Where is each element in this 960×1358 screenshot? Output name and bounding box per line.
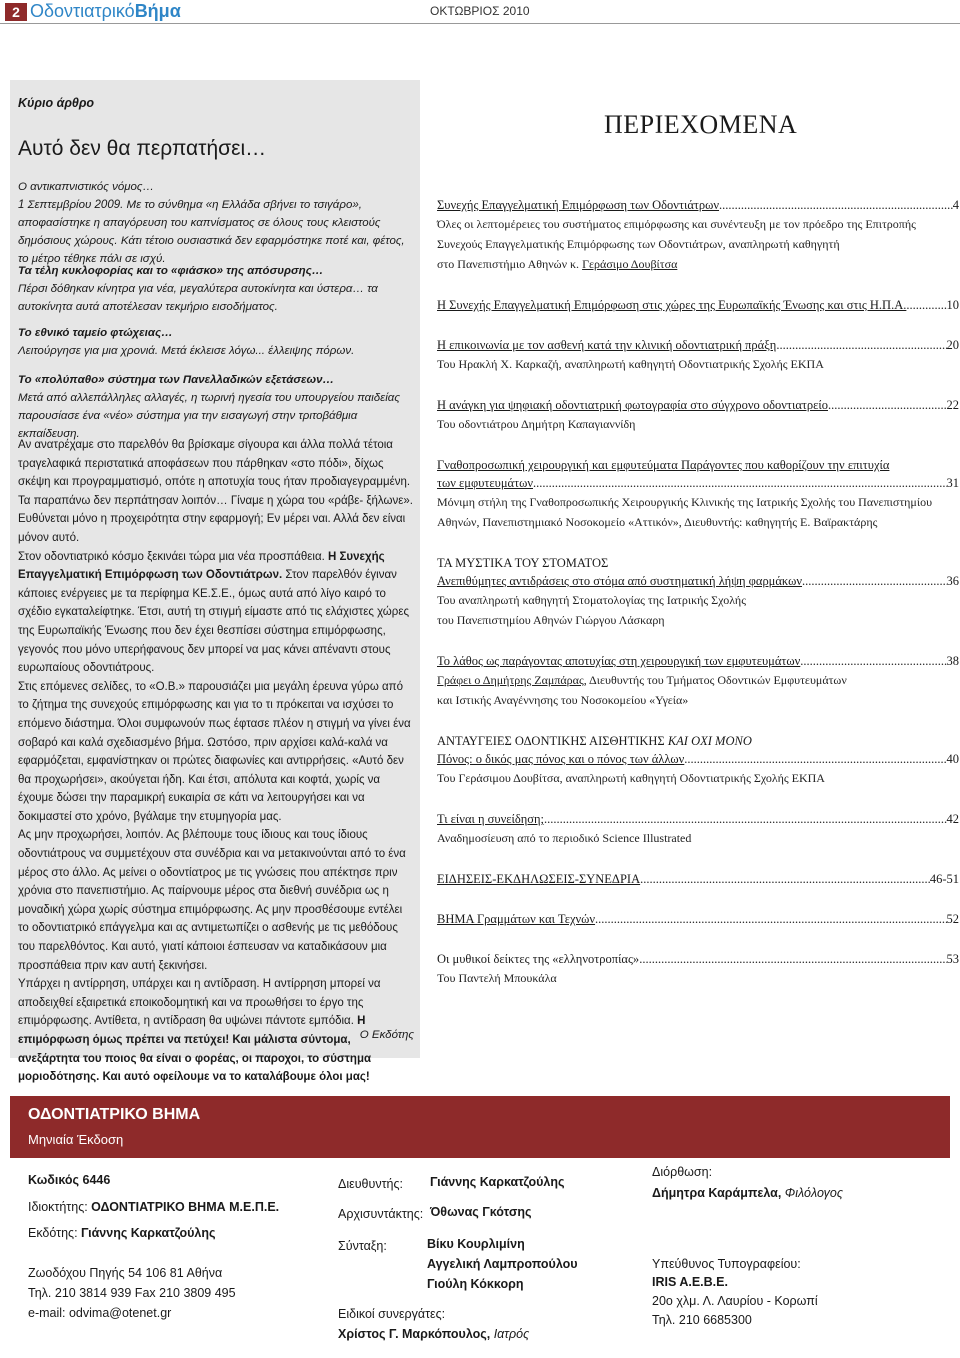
editorial-section-poverty-fund <box>18 324 414 360</box>
editorial-kicker: Κύριο άρθρο <box>18 96 95 110</box>
toc-entry[interactable] <box>437 951 959 987</box>
toc-entry-title[interactable]: των εμφυτευμάτων <box>437 476 533 490</box>
publisher-label: Εκδότης: <box>28 1226 82 1240</box>
toc-entry[interactable] <box>437 911 959 927</box>
proofreading-label: Διόρθωση: <box>652 1165 713 1179</box>
toc-title: ΠΕΡΙΕΧΟΜΕΝΑ <box>604 110 798 139</box>
editorial-box <box>10 80 420 1084</box>
section-body-cont: Κάτι τέτοιο ουσιαστικά δεν εφαρμόστηκε ποτέ και, φέτος, το μέτρο τέθηκε πάλι σε ισχύ. <box>18 235 405 265</box>
toc-entry-pretitle: Γναθοπροσωπική χειρουργική και εμφυτεύματα Παράγοντες που καθορίζουν την επιτυχία <box>437 458 890 472</box>
toc-entry-description: Του αναπληρωτή καθηγητή Στοματολογίας της Ιατρικής Σχολής <box>437 593 746 607</box>
masthead-title: ΟΔΟΝΤΙΑΤΡΙΚΟ ΒΗΜΑ <box>28 1106 201 1123</box>
paragraph: Αν ανατρέχαμε στο παρελθόν θα βρίσκαμε σίγουρα και άλλα πολλά τέτοια τραγελαφικά περιστατικά αποφάσεων που πάρθηκαν «στο πόδι», δίχως σκέψη και προγραμματισμό, οπότε η αποτυχία τους ήταν προδιαγεγραμμένη. <box>18 439 411 489</box>
masthead-owner <box>28 1199 279 1215</box>
toc-page-number: 53 <box>946 952 959 966</box>
printer-address: 20ο χλμ. Λ. Λαυρίου - Κορωπί <box>652 1294 818 1308</box>
magazine-logo <box>30 1 181 22</box>
owner-label: Ιδιοκτήτης: <box>28 1200 92 1214</box>
toc-entry-description <box>437 256 959 273</box>
toc-entry-description: Αναδημοσίευση από το περιοδικό Science Illustrated <box>437 831 692 845</box>
toc-entry[interactable] <box>437 555 959 629</box>
description-text: , Διευθυντής του Τμήματος Οδοντικών Εμφυτευμάτων <box>583 673 847 687</box>
writing-label: Σύνταξη: <box>338 1239 387 1253</box>
toc-entry[interactable] <box>437 457 959 531</box>
toc-entry-description: Μόνιμη στήλη της Γναθοπροσωπικής Χειρουργικής Κλινικής της Ιατρικής Σχολής του Πανεπιστημίου <box>437 495 933 509</box>
masthead-phones: Τηλ. 210 3814 939 Fax 210 3809 495 <box>28 1286 236 1300</box>
masthead-subtitle: Μηνιαία Έκδοση <box>28 1132 124 1147</box>
masthead-publisher <box>28 1225 216 1241</box>
paragraph-text: Στον οδοντιατρικό κόσμο ξεκινάει τώρα μια νέα προσπάθεια. <box>18 550 325 563</box>
editorial-signature: Ο Εκδότης <box>359 1029 414 1041</box>
toc-page-number: 20 <box>946 338 959 352</box>
paragraph-text: Στον παρελθόν έγιναν κάποιες ενέργειες με τα περίφημα ΚΕ.Σ.Ε., όμως αυτά από λίγο καιρό το σχέδιο εγκαταλείφτηκε. Έτσι, αυτή τη στιγμή είμαστε από τις ελάχιστες χώρες της Ευρωπαϊκής Ένωσης που δεν έχει θεσπίσει σύστημα επιμόρφωσης, γεγονός που μόνο υπερήφανους δεν μπορεί να μας κάνει απέναντι στους ευρωπαίους οδοντιάτρους. <box>18 569 409 675</box>
toc-entry-description: Συνεχούς Επαγγελματικής Επιμόρφωσης των Οδοντιάτρων, αναπληρωτή καθηγητή <box>437 237 840 251</box>
editorial-body <box>18 436 414 1087</box>
toc-entry-title[interactable]: Η ανάγκη για ψηφιακή οδοντιατρική φωτογραφία στο σύγχρονο οδοντιατρείο <box>437 398 828 412</box>
editorial-section-road-tax <box>18 262 414 316</box>
toc-entry-title[interactable]: Πόνος: ο δικός μας πόνος και ο πόνος των άλλων <box>437 752 685 766</box>
description-text: στο Πανεπιστήμιο Αθηνών κ. <box>437 257 583 271</box>
paragraph-bold: Η Συνεχής Επαγγελματική Επιμόρφωση των Οδοντιάτρων. <box>18 550 385 582</box>
issue-date: ΟΚΤΩΒΡΙΟΣ 2010 <box>430 4 530 18</box>
pretitle-text: ΑΝΤΑΥΓΕΙΕΣ ΟΔΟΝΤΙΚΗΣ ΑΙΣΘΗΤΙΚΗΣ <box>437 734 668 748</box>
toc-entry-title[interactable]: Το λάθος ως παράγοντας αποτυχίας στη χειρουργική των εμφυτευμάτων <box>437 654 801 668</box>
toc-entry-title[interactable]: Ανεπιθύμητες αντιδράσεις στο στόμα από συστηματική λήψη φαρμάκων <box>437 574 803 588</box>
proofreader-role: Φιλόλογος <box>781 1186 843 1200</box>
paragraph-bold: Η επιμόρφωση όμως πρέπει να πετύχει! Και μάλιστα σύντομα, ανεξάρτητα του ποιος θα είναι ο φορέας, οι παροχοι, το σύστημα μοριοδότησης. Και αυτό οφείλουμε να το καταλάβουμε όλοι μας! <box>18 1015 372 1084</box>
chief-editor-value: Όθωνας Γκότσης <box>430 1205 532 1219</box>
special-collaborators-label: Ειδικοί συνεργάτες: <box>338 1307 446 1321</box>
section-body: 1 Σεπτεμβρίου 2009. Με το σύνθημα «η Ελλάδα σβήνει το τσιγάρο», αποφασίστηκε η απαγόρευση του καπνίσματος σε όλους τους κλειστούς δημόσιους χώρους. <box>18 199 381 247</box>
collaborator-role: Ιατρός <box>490 1327 530 1341</box>
toc-entry[interactable] <box>437 397 959 433</box>
director-label: Διευθυντής: <box>338 1177 403 1191</box>
toc-entry-description <box>437 672 959 689</box>
section-heading: Ο αντικαπνιστικός νόμος… <box>18 181 155 193</box>
printer-phone: Τηλ. 210 6685300 <box>652 1313 752 1327</box>
toc-entry-title[interactable]: Τι είναι η συνείδηση; <box>437 812 545 826</box>
collaborator-name: Χρίστος Γ. Μαρκόπουλος, <box>338 1327 491 1341</box>
toc-entry[interactable] <box>437 653 959 709</box>
proofreader-name: Δήμητρα Καράμπελα, <box>652 1186 782 1200</box>
toc-entry-description: Αθηνών, Πανεπιστημιακό Νοσοκομείο «Αττικόν», Διευθυντής: καθηγητής Ε. Βαϊρακτάρης <box>437 515 878 529</box>
printing-label: Υπεύθυνος Τυπογραφείου: <box>652 1257 801 1271</box>
chief-editor-label: Αρχισυντάκτης: <box>338 1207 424 1221</box>
toc-entry-pretitle <box>437 733 959 749</box>
printer-name: IRIS A.E.B.E. <box>652 1275 728 1289</box>
section-heading: Τα τέλη κυκλοφορίας και το «φιάσκο» της απόσυρσης… <box>18 265 324 277</box>
writer-name: Γιούλη Κόκκορη <box>427 1277 524 1291</box>
masthead-address: Ζωοδόχου Πηγής 54 106 81 Αθήνα <box>28 1266 223 1280</box>
toc-page-number: 38 <box>946 654 959 668</box>
logo-bold: Βήμα <box>134 1 181 21</box>
paragraph <box>18 548 414 678</box>
paragraph: Στις επόμενες σελίδες, το «Ο.Β.» παρουσιάζει μια μεγάλη έρευνα γύρω από το ζήτημα της συνεχούς επιμόρφωσης και για το τι πρόκειται να ισχύσει το επόμενο διάστημα. Όλοι συμφωνούν πως έφτασε πλέον η στιγμή να γίνει ένα σοβαρό και καλά σχεδιασμένο βήμα. Ωστόσο, πριν αρχίσει καλά-καλά να εφαρμόζεται, εμφανίστηκαν οι πρώτες διαφωνίες και αντιρρήσεις. «Αυτό δεν θα προχωρήσει», ακούγεται ήδη. Και έτσι, απόλυτα και κοφτά, χωρίς να έχουμε δώσει την παραμικρή ευκαιρία σε κάτι να λειτουργήσει και να δοκιμαστεί στο χρόνο, βγάλαμε την ετυμηγορία μας. <box>18 680 411 823</box>
paragraph: Τα παραπάνω δεν περπάτησαν λοιπόν… Γίναμε η χώρα του «ράβε- ξήλωνε». Ευθύνεται μόνο η προχειρότητα στην εφαρμογή; Εν μέρει ναι. Αλλά δεν είναι μόνον αυτό. <box>18 494 413 544</box>
writer-name: Βίκυ Κουρλιμίνη <box>427 1237 525 1251</box>
toc-page-number: 42 <box>946 812 959 826</box>
toc-entry[interactable] <box>437 811 959 847</box>
toc-entry-description: Του Γεράσιμου Δουβίτσα, αναπληρωτή καθηγητή Οδοντιατρικής Σχολής ΕΚΠΑ <box>437 771 825 785</box>
toc-entry-description: Του οδοντιάτρου Δημήτρη Καπαγιαννίδη <box>437 417 636 431</box>
section-heading: Το «πολύπαθο» σύστημα των Πανελλαδικών εξετάσεων… <box>18 374 334 386</box>
masthead-code: Κωδικός 6446 <box>28 1173 111 1187</box>
page-header <box>0 0 960 24</box>
special-collaborator <box>338 1326 529 1342</box>
writer-name: Αγγελική Λαμπροπούλου <box>427 1257 578 1271</box>
section-body: Μετά από αλλεπάλληλες αλλαγές, η τωρινή ηγεσία του υπουργείου παιδείας παρουσίασε ένα «νέο» σύστημα για την εισαγωγή στην τριτοβάθμια εκπαίδευση. <box>18 392 400 440</box>
toc-page-number: 52 <box>946 912 959 926</box>
section-body: Λειτούργησε για μια χρονιά. Μετά έκλεισε λόγω... έλλειψης πόρων. <box>18 345 355 357</box>
toc-entry[interactable] <box>437 733 959 787</box>
toc-entry-description: Όλες οι λεπτομέρειες του συστήματος επιμόρφωσης και συνέντευξη με τον πρόεδρο της Επιτροπής <box>437 217 916 231</box>
header-divider <box>0 23 960 24</box>
toc-page-number: 4 <box>952 198 959 212</box>
toc-entry-title[interactable]: ΕΙΔΗΣΕΙΣ-ΕΚΔΗΛΩΣΕΙΣ-ΣΥΝΕΔΡΙΑ <box>437 872 641 886</box>
toc-entry-title[interactable]: Η Συνεχής Επαγγελματική Επιμόρφωση στις χώρες της Ευρωπαϊκής Ένωσης και στις Η.Π.Α. <box>437 298 907 312</box>
toc-entry-description: Του Παντελή Μπουκάλα <box>437 971 557 985</box>
toc-entry-title[interactable]: Η επικοινωνία με τον ασθενή κατά την κλινική οδοντιατρική πράξη <box>437 338 777 352</box>
table-of-contents <box>437 197 959 1011</box>
toc-entry-description: Του Ηρακλή Χ. Καρκαζή, αναπληρωτή καθηγητή Οδοντιατρικής Σχολής ΕΚΠΑ <box>437 357 824 371</box>
toc-entry-title[interactable]: Οι μυθικοί δείκτες της «ελληνοτροπίας» <box>437 952 640 966</box>
toc-entry-title[interactable]: ΒΗΜΑ Γραμμάτων και Τεχνών <box>437 912 596 926</box>
toc-page-number: 31 <box>946 476 959 490</box>
publisher-value: Γιάννης Καρκατζούλης <box>81 1226 216 1240</box>
toc-entry[interactable] <box>437 871 959 887</box>
description-author: Γεράσιμο Δουβίτσα <box>582 257 678 271</box>
proofreader <box>652 1185 843 1201</box>
toc-page-number: 36 <box>946 574 959 588</box>
toc-entry-description: του Πανεπιστημίου Αθηνών Γιώργου Λάσκαρη <box>437 613 665 627</box>
pretitle-italic: ΚΑΙ ΟΧΙ ΜΟΝΟ <box>667 734 752 748</box>
description-author: Γράφει ο Δημήτρης Ζαμπάρας <box>437 673 584 687</box>
toc-entry-title[interactable]: Συνεχής Επαγγελματική Επιμόρφωση των Οδοντιάτρων <box>437 198 720 212</box>
toc-page-number: 46-51 <box>929 872 959 886</box>
toc-page-number: 40 <box>946 752 959 766</box>
toc-page-number: 10 <box>946 298 959 312</box>
page-number: 2 <box>5 3 27 21</box>
toc-page-number: 22 <box>946 398 959 412</box>
owner-value: ΟΔΟΝΤΙΑΤΡΙΚΟ ΒΗΜΑ Μ.Ε.Π.Ε. <box>91 1200 280 1214</box>
editorial-title: Αυτό δεν θα περπατήσει… <box>18 137 267 160</box>
editorial-section-exams <box>18 371 414 443</box>
paragraph-text: Υπάρχει η αντίρρηση, υπάρχει και η αντίδραση. Η αντίρρηση μπορεί να αποδειχθεί εξαιρετικά εποικοδομητική και να προωθήσει το έργο της επιμόρφωσης. Αντίθετα, η αντίδραση θα υψώνει πάντοτε εμπόδια. <box>18 978 381 1028</box>
paragraph: Ας μην προχωρήσει, λοιπόν. Ας βλέπουμε τους ίδιους και τους ίδιους οδοντιάτρους να συμμετέχουν στα συνέδρια και να μετακινούνται από το ένα μέρος στο άλλο. Ας μείνει ο οδοντίατρος με τις γνώσεις που απέκτησε πριν χρόνια στο πανεπιστήμιο. Ας παίρνουμε μέρος στα διεθνή συνέδρια ως η μοναδική χώρα χωρίς σύστημα επιμόρφωσης. Ας μην προσθέσουμε εντέλει το οδοντιατρικό επάγγελμα και ας αντιμετωπίζει ο ασθενής με τις μεθόδους του παρελθόντος. Και αυτό, γιατί κάποιοι έσπευσαν να καταδικάσουν μια προσπάθεια πριν καν αυτή ξεκινήσει. <box>18 829 406 972</box>
section-body: Πέρσι δόθηκαν κίνητρα για νέα, μεγαλύτερα αυτοκίνητα και ύστερα… τα αυτοκίνητα αυτά αποτέλεσαν τεκμήριο εισοδήματος. <box>18 283 378 313</box>
director-value: Γιάννης Καρκατζούλης <box>430 1175 565 1189</box>
toc-entry[interactable] <box>437 337 959 373</box>
toc-entry-pretitle: ΤΑ ΜΥΣΤΙΚΑ ΤΟΥ ΣΤΟΜΑΤΟΣ <box>437 556 609 570</box>
masthead-email[interactable]: e-mail: odvima@otenet.gr <box>28 1306 172 1320</box>
toc-entry[interactable] <box>437 197 959 273</box>
toc-entry-description: και Ιστικής Αναγέννησης του Νοσοκομείου «Υγεία» <box>437 693 689 707</box>
toc-entry[interactable] <box>437 297 959 313</box>
logo-light: Οδοντιατρικό <box>30 1 135 21</box>
editorial-section-smoking <box>18 178 414 268</box>
section-heading: Το εθνικό ταμείο φτώχειας… <box>18 327 173 339</box>
